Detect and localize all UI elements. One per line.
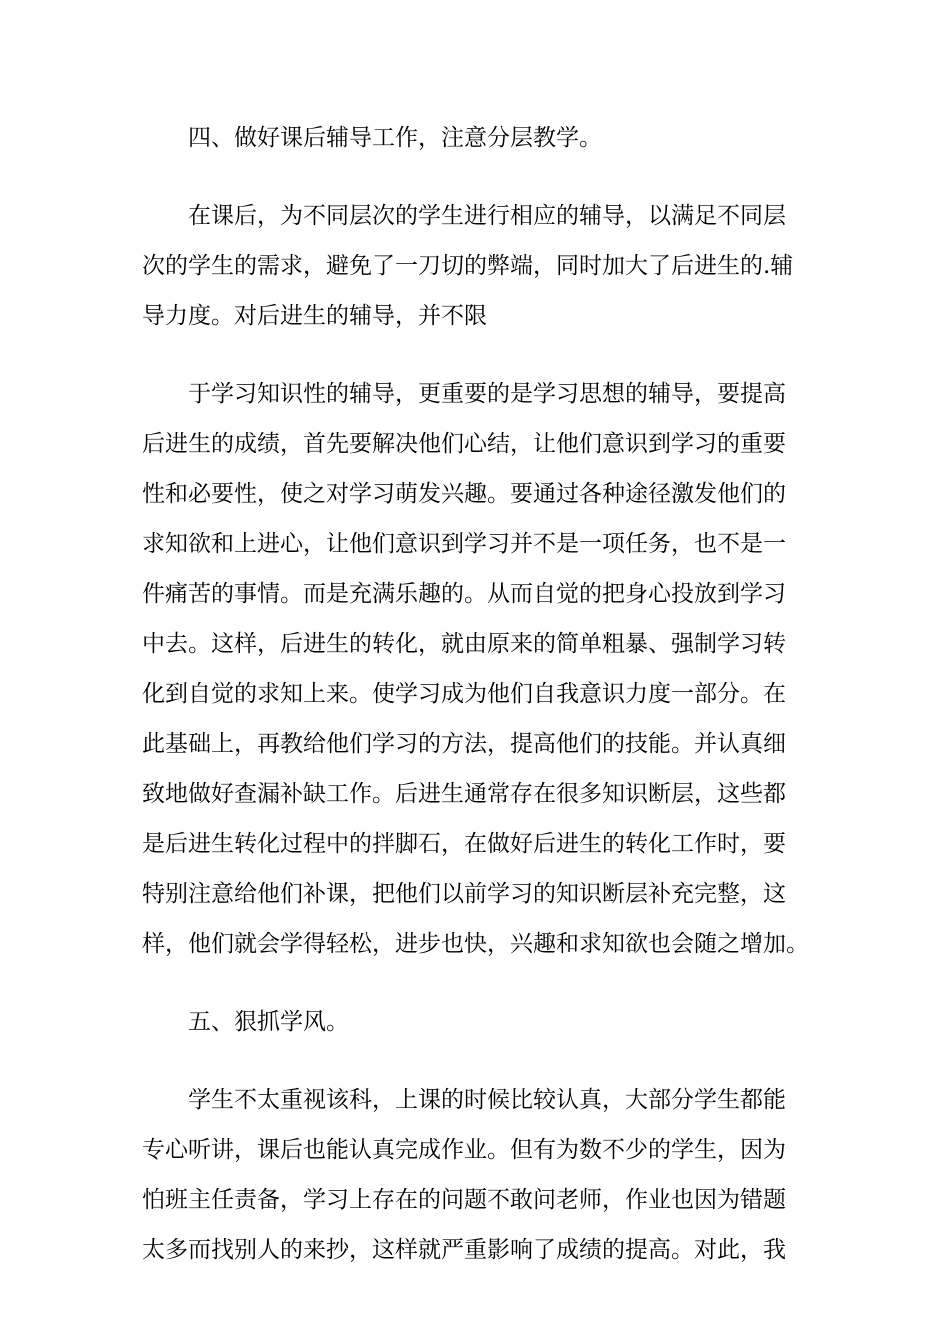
paragraph-line: 导力度。对后进生的辅导，并不限 (142, 303, 487, 329)
paragraph-line: 此基础上，再教给他们学习的方法，提高他们的技能。并认真细 (142, 731, 786, 757)
paragraph-line: 致地做好查漏补缺工作。后进生通常存在很多知识断层，这些都 (142, 781, 786, 807)
paragraph-line: 后进生的成绩，首先要解决他们心结，让他们意识到学习的重要 (142, 431, 786, 457)
document-body (142, 113, 810, 1275)
paragraph-line: 专心听讲，课后也能认真完成作业。但有为数不少的学生，因为 (142, 1137, 786, 1163)
paragraph-line: 怕班主任责备，学习上存在的问题不敢问老师，作业也因为错题 (142, 1187, 786, 1213)
paragraph-line: 件痛苦的事情。而是充满乐趣的。从而自觉的把身心投放到学习 (142, 581, 786, 607)
heading-line: 五、狠抓学风。 (188, 1009, 349, 1035)
heading-line: 四、做好课后辅导工作，注意分层教学。 (188, 125, 602, 151)
paragraph-line: 样，他们就会学得轻松，进步也快，兴趣和求知欲也会随之增加。 (142, 931, 809, 957)
paragraph-line: 特别注意给他们补课，把他们以前学习的知识断层补充完整，这 (142, 881, 786, 907)
paragraph-2 (142, 369, 810, 969)
paragraph-line: 次的学生的需求，避免了一刀切的弊端，同时加大了后进生的.辅 (142, 253, 794, 279)
paragraph-line: 求知欲和上进心，让他们意识到学习并不是一项任务，也不是一 (142, 531, 786, 557)
paragraph-3 (142, 1075, 810, 1275)
paragraph-1 (142, 191, 810, 341)
section-heading-4 (142, 113, 810, 163)
paragraph-line: 是后进生转化过程中的拌脚石，在做好后进生的转化工作时，要 (142, 831, 786, 857)
paragraph-line: 于学习知识性的辅导，更重要的是学习思想的辅导，要提高 (142, 381, 786, 407)
paragraph-line: 中去。这样，后进生的转化，就由原来的简单粗暴、强制学习转 (142, 631, 786, 657)
section-heading-5 (142, 997, 810, 1047)
paragraph-line: 太多而找别人的来抄，这样就严重影响了成绩的提高。对此，我 (142, 1237, 786, 1263)
paragraph-line: 在课后，为不同层次的学生进行相应的辅导，以满足不同层 (142, 203, 786, 229)
paragraph-line: 化到自觉的求知上来。使学习成为他们自我意识力度一部分。在 (142, 681, 786, 707)
paragraph-line: 学生不太重视该科，上课的时候比较认真，大部分学生都能 (142, 1087, 786, 1113)
paragraph-line: 性和必要性，使之对学习萌发兴趣。要通过各种途径激发他们的 (142, 481, 786, 507)
